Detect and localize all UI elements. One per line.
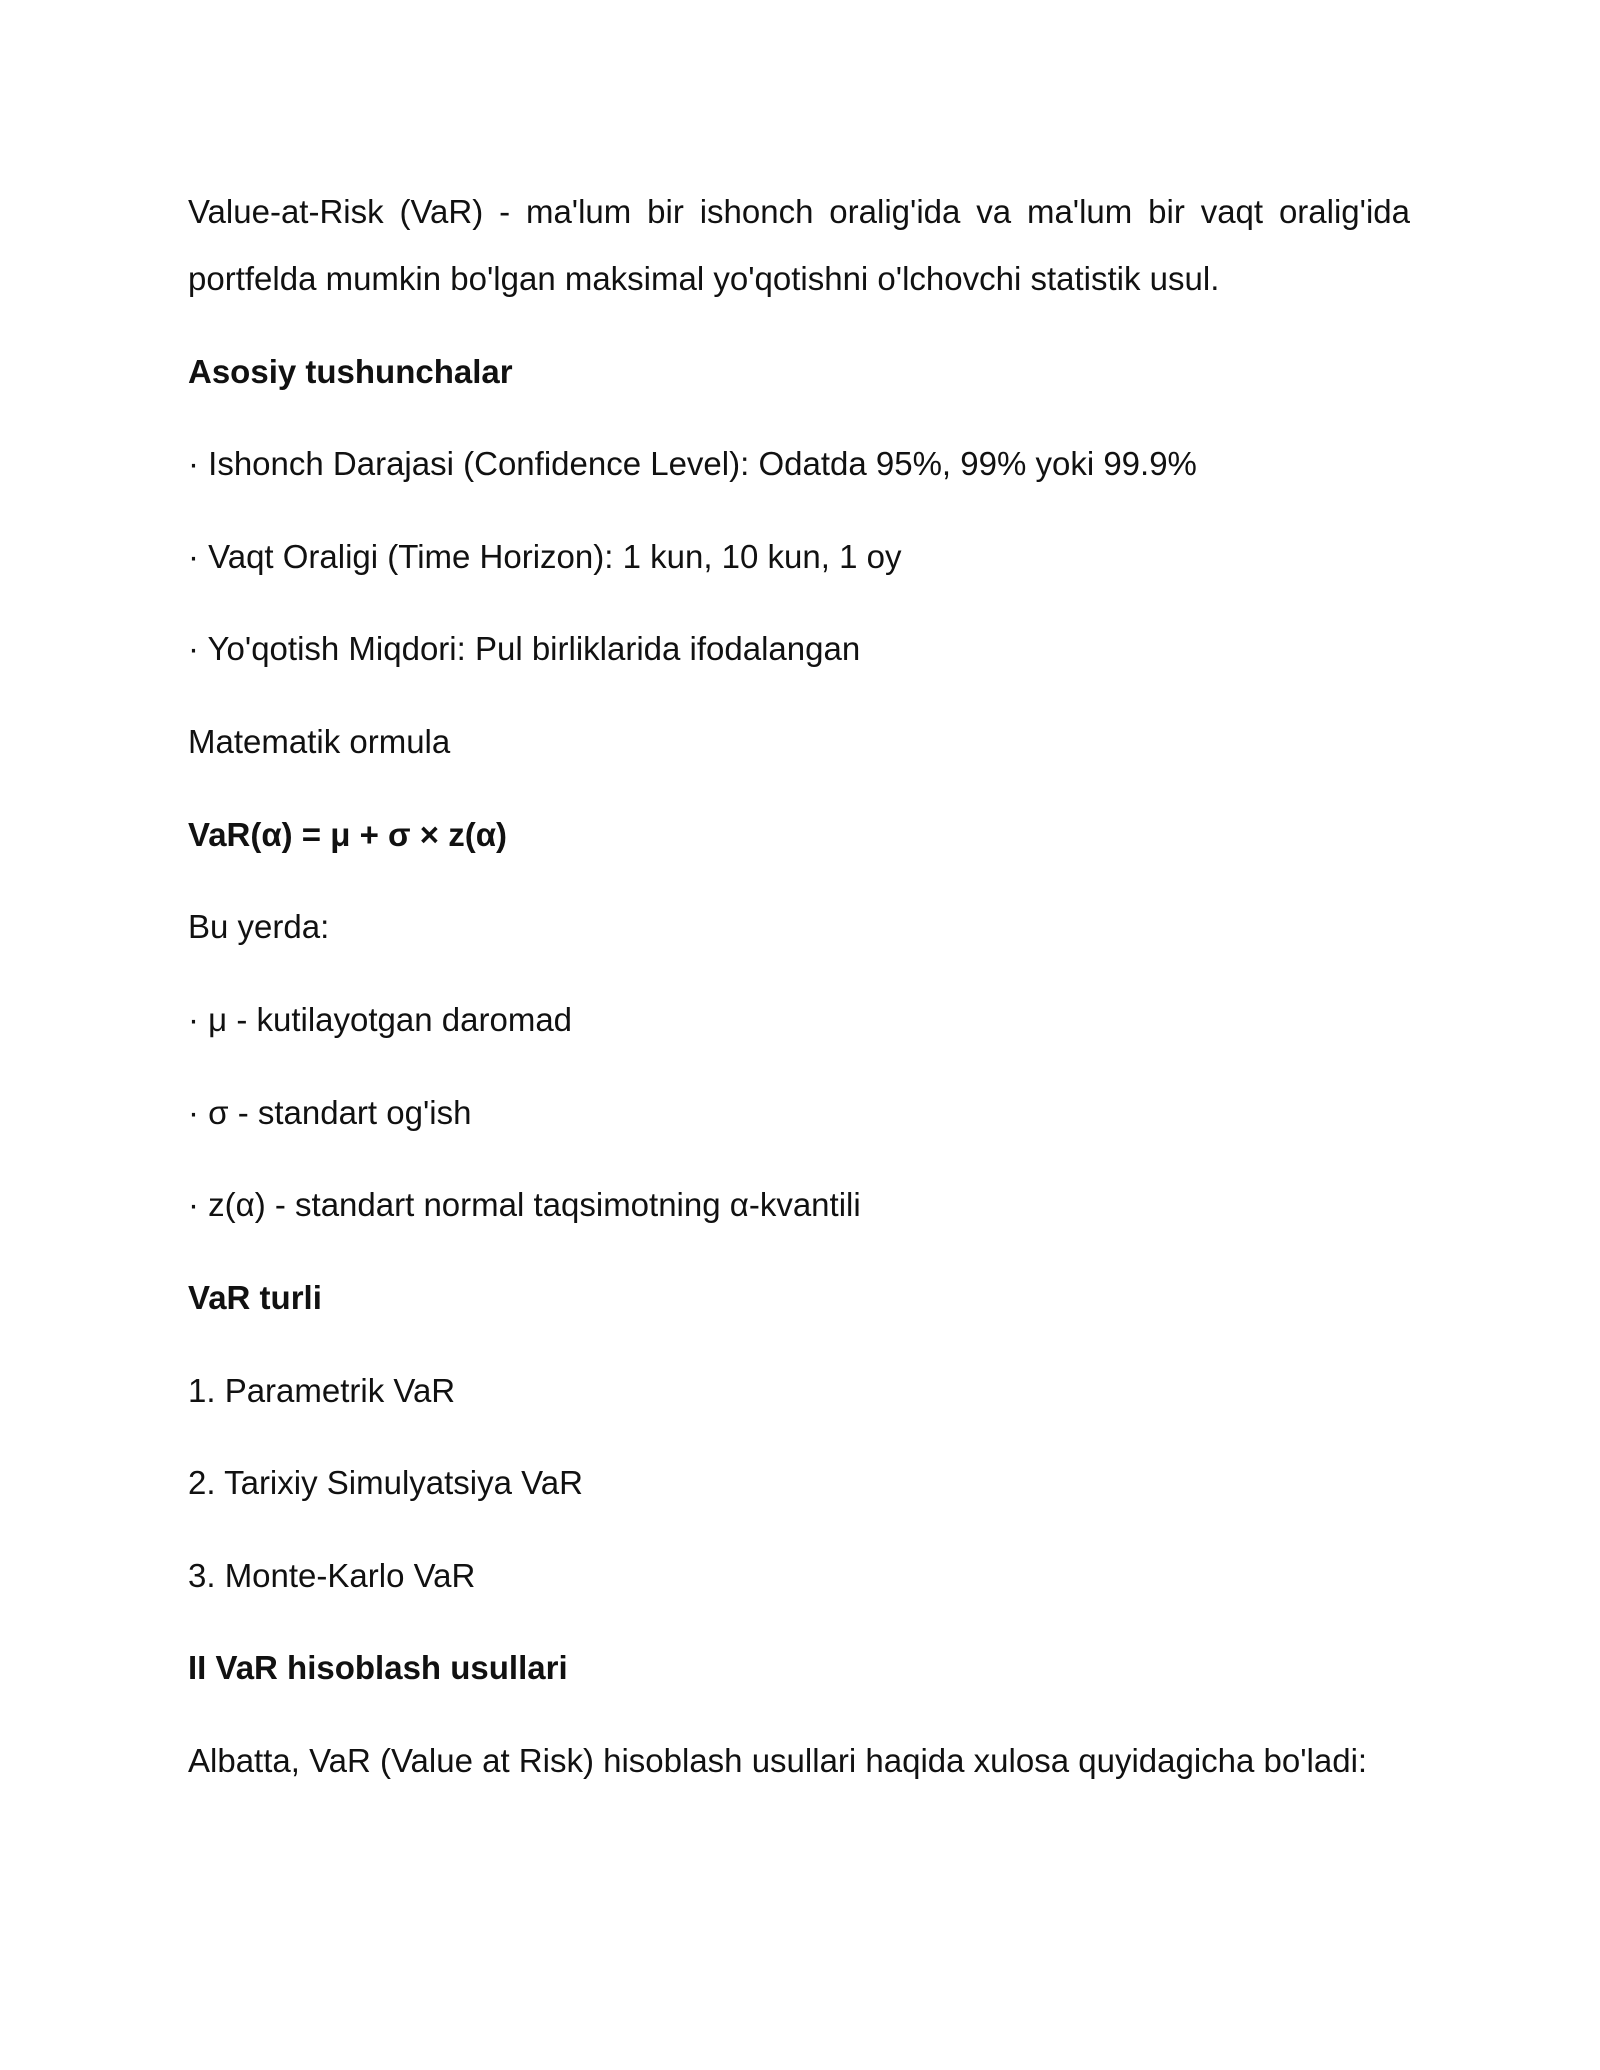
intro-line-1: Value-at-Risk (VaR) - ma'lum bir ishonch oralig'ida va ma'lum bir vaqt oralig'ida: [188, 193, 1410, 230]
where-label: Bu yerda:: [188, 908, 330, 945]
bullet-z-alpha: · z(α) - standart normal taqsimotning α-kvantili: [188, 1186, 861, 1223]
intro-line-2: portfelda mumkin bo'lgan maksimal yo'qotishni o'lchovchi statistik usul.: [188, 260, 1220, 297]
heading-basic-concepts: Asosiy tushunchalar: [188, 353, 513, 390]
methods-summary-text: Albatta, VaR (Value at Risk) hisoblash usullari haqida xulosa quyidagicha bo'ladi:: [188, 1742, 1368, 1779]
bullet-mu: · μ - kutilayotgan daromad: [188, 1001, 573, 1038]
bullet-sigma: · σ - standart og'ish: [188, 1094, 472, 1131]
bullet-confidence-level: · Ishonch Darajasi (Confidence Level): Odatda 95%, 99% yoki 99.9%: [188, 445, 1197, 482]
list-item-monte-carlo: 3. Monte-Karlo VaR: [188, 1557, 476, 1594]
list-item-historical: 2. Tarixiy Simulyatsiya VaR: [188, 1464, 583, 1501]
heading-var-types: VaR turli: [188, 1279, 322, 1316]
bullet-loss-amount: · Yo'qotish Miqdori: Pul birliklarida ifodalangan: [188, 630, 861, 667]
heading-formula: Matematik ormula: [188, 723, 451, 760]
var-formula: VaR(α) = μ + σ × z(α): [188, 816, 507, 853]
heading-calculation-methods: II VaR hisoblash usullari: [188, 1649, 568, 1686]
bullet-time-horizon: · Vaqt Oraligi (Time Horizon): 1 kun, 10 kun, 1 oy: [188, 538, 902, 575]
list-item-parametric: 1. Parametrik VaR: [188, 1372, 456, 1409]
